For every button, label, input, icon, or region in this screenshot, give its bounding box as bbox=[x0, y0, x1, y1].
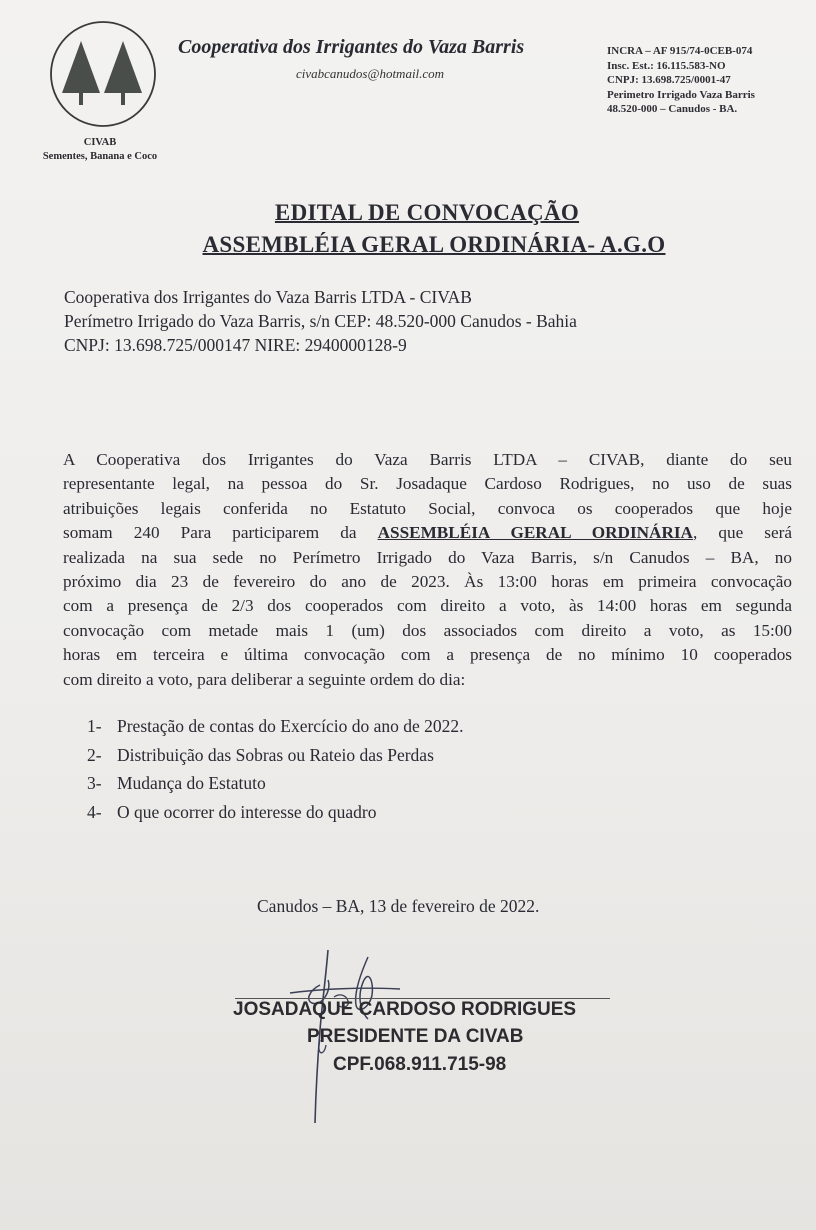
assembly-emphasis: ASSEMBLÉIA GERAL ORDINÁRIA bbox=[377, 523, 693, 543]
agenda-item bbox=[87, 741, 463, 770]
registration-line-cep: 48.520-000 – Canudos - BA. bbox=[607, 103, 738, 115]
agenda-list bbox=[87, 712, 463, 826]
agenda-item-text: Distribuição das Sobras ou Rateio das Perdas bbox=[117, 744, 434, 765]
agenda-item-text: O que ocorrer do interesse do quadro bbox=[117, 801, 377, 822]
identification-cnpj: CNPJ: 13.698.725/000147 NIRE: 2940000128-9 bbox=[64, 335, 407, 355]
agenda-item-number: 4- bbox=[87, 801, 102, 822]
paragraph-text: somam 240 Para participarem da bbox=[63, 523, 378, 543]
logo-caption-acronym: CIVAB bbox=[83, 137, 117, 148]
registration-line-cnpj: CNPJ: 13.698.725/0001-47 bbox=[607, 74, 731, 86]
agenda-item-text: Mudança do Estatuto bbox=[117, 773, 266, 793]
paragraph-line bbox=[63, 521, 792, 545]
document-subtitle: ASSEMBLÉIA GERAL ORDINÁRIA- A.G.O bbox=[202, 232, 666, 257]
paragraph-line: atribuições legais conferida no Estatuto Social, convoca os cooperados que hoje bbox=[63, 498, 792, 518]
agenda-item bbox=[87, 798, 463, 827]
signatory-name: JOSADAQUE CARDOSO RODRIGUES bbox=[233, 999, 577, 1020]
agenda-item-text: Prestação de contas do Exercício do ano de 2022. bbox=[117, 716, 464, 736]
agenda-item-number: 1- bbox=[87, 716, 102, 736]
registration-line-incra: INCRA – AF 915/74-0CEB-074 bbox=[607, 45, 753, 57]
organization-name: Cooperativa dos Irrigantes do Vaza Barris bbox=[178, 36, 525, 58]
agenda-item-number: 2- bbox=[87, 744, 102, 765]
registration-line-insc: Insc. Est.: 16.115.583-NO bbox=[607, 59, 726, 72]
logo-caption bbox=[20, 136, 180, 164]
paragraph-line: realizada na sua sede no Perímetro Irrigado do Vaza Barris, s/n Canudos – BA, no bbox=[63, 547, 792, 567]
registration-block bbox=[607, 44, 755, 117]
paragraph-line: próximo dia 23 de fevereiro do ano de 2023. Às 13:00 horas em primeira convocação bbox=[63, 572, 792, 592]
paragraph-line: A Cooperativa dos Irrigantes do Vaza Barris LTDA – CIVAB, diante do seu bbox=[63, 450, 792, 469]
identification-address: Perímetro Irrigado do Vaza Barris, s/n CEP: 48.520-000 Canudos - Bahia bbox=[64, 311, 577, 331]
paragraph-line: com a presença de 2/3 dos cooperados com direito a voto, às 14:00 horas em segunda bbox=[63, 596, 792, 616]
agenda-item bbox=[87, 712, 463, 741]
document-title: EDITAL DE CONVOCAÇÃO bbox=[274, 200, 580, 225]
logo-caption-tagline: Sementes, Banana e Coco bbox=[42, 151, 158, 162]
organization-email: civabcanudos@hotmail.com bbox=[296, 66, 445, 81]
registration-line-perimetro: Perimetro Irrigado Vaza Barris bbox=[607, 88, 755, 101]
place-and-date: Canudos – BA, 13 de fevereiro de 2022. bbox=[257, 896, 540, 916]
agenda-item-number: 3- bbox=[87, 773, 102, 793]
agenda-item bbox=[87, 769, 463, 798]
paragraph-line: com direito a voto, para deliberar a seguinte ordem do dia: bbox=[63, 669, 466, 689]
identification-block bbox=[64, 285, 577, 357]
signatory-cpf: CPF.068.911.715-98 bbox=[333, 1054, 507, 1075]
paragraph-line: convocação com metade mais 1 (um) dos associados com direito a voto, as 15:00 bbox=[63, 620, 792, 640]
paragraph-line: representante legal, na pessoa do Sr. Josadaque Cardoso Rodrigues, no uso de suas bbox=[63, 474, 792, 494]
signatory-role: PRESIDENTE DA CIVAB bbox=[307, 1026, 524, 1047]
paragraph-line: horas em terceira e última convocação com a presença de no mínimo 10 cooperados bbox=[63, 645, 792, 665]
convocation-paragraph bbox=[63, 448, 792, 692]
paragraph-text: , que será bbox=[692, 523, 792, 543]
identification-company: Cooperativa dos Irrigantes do Vaza Barris LTDA - CIVAB bbox=[64, 287, 472, 307]
civab-logo-icon bbox=[48, 19, 158, 129]
